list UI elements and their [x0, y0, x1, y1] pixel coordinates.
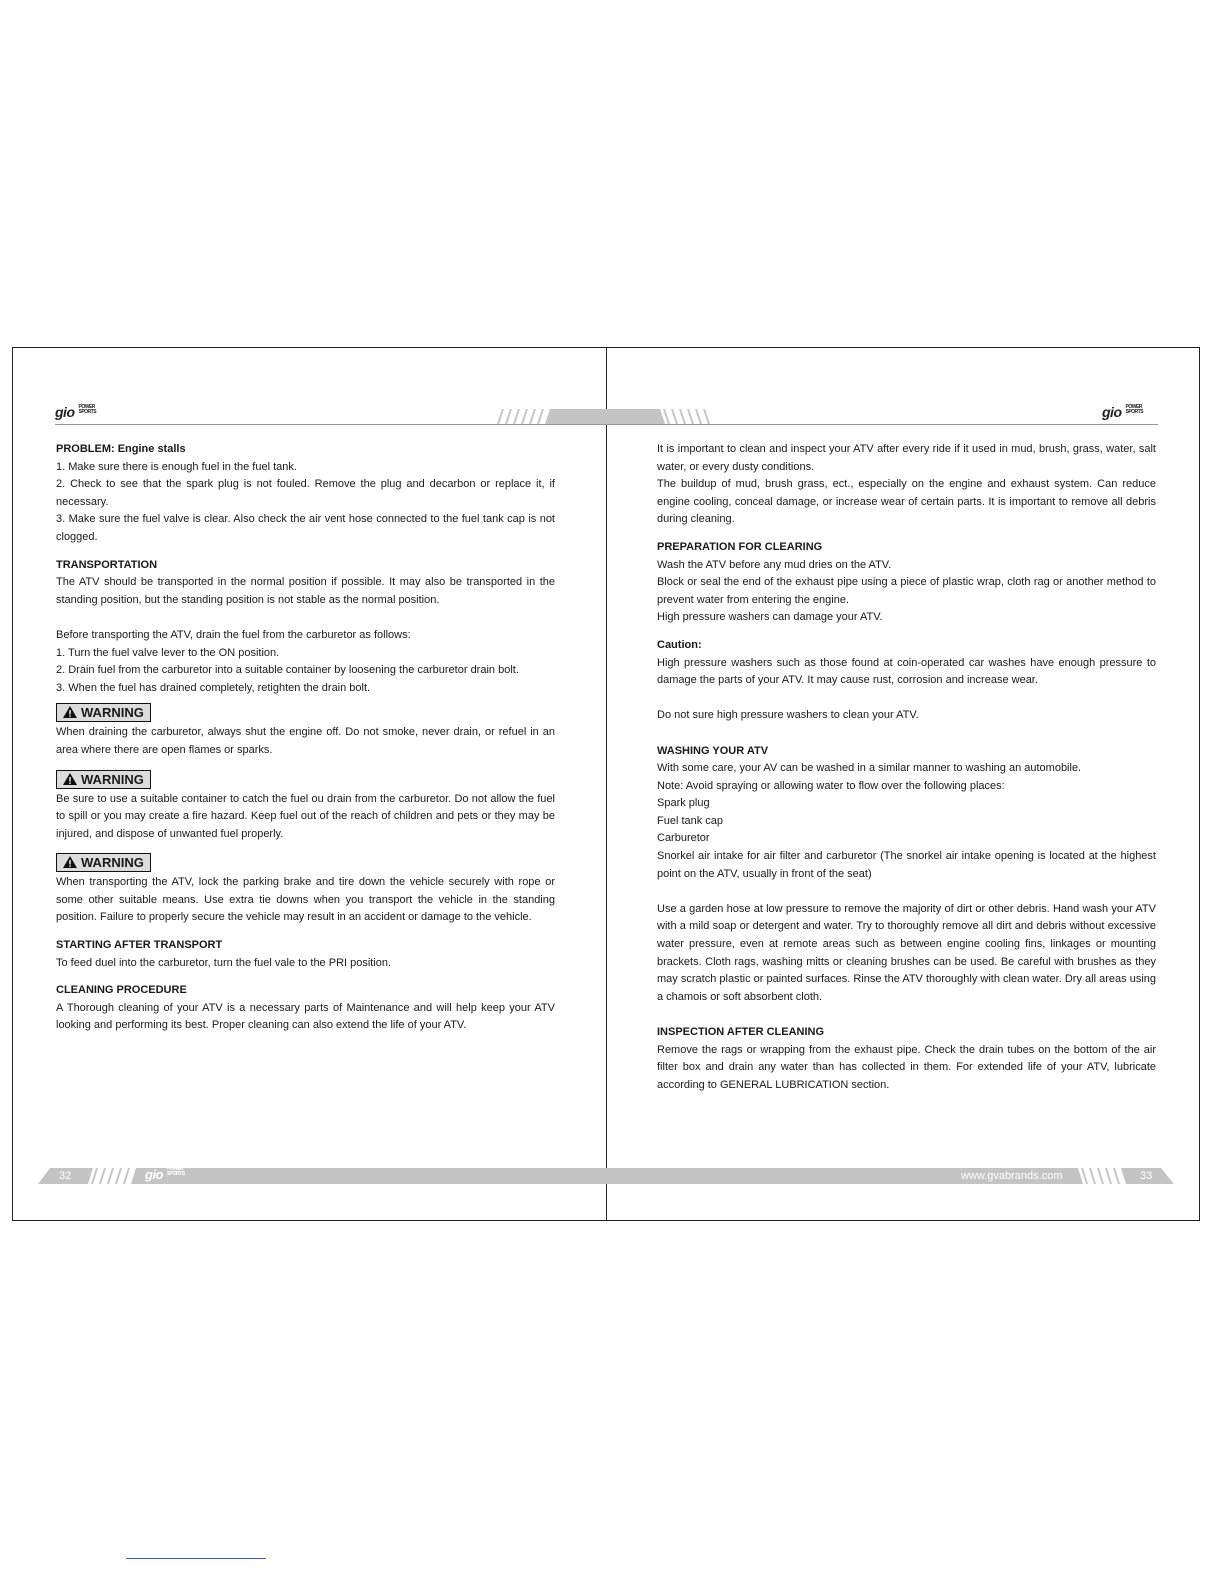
prep-item: High pressure washers can damage your ATV.: [657, 611, 883, 624]
warning-text-2: Be sure to use a suitable container to catch the fuel ou drain from the carburetor. Do not allow the fuel to spill or you may create a fire hazard. Keep fuel out of the reach of children and pets or they may be injured, and dispose of unwanted fuel properly.: [56, 792, 555, 840]
left-page-content: [56, 441, 555, 1035]
warning-badge: WARNING: [56, 853, 151, 872]
footer-logo: gio POWER SPORTS: [145, 1167, 189, 1182]
warning-badge: WARNING: [56, 703, 151, 722]
page-number-right: 33: [1140, 1170, 1153, 1182]
washing-heading: WASHING YOUR ATV: [657, 744, 769, 757]
washing-item: With some care, your AV can be washed in a similar manner to washing an automobile.: [657, 762, 1082, 775]
starting-heading: STARTING AFTER TRANSPORT: [56, 939, 223, 952]
header-stripe-band: [495, 409, 715, 424]
warning-text-3: When transporting the ATV, lock the parking brake and tire down the vehicle securely with rope or some other suitable means. Use extra tie downs when you transport the vehicle in the standing position. Failure to properly secure the vehicle may result in an accident or damage to the vehicle.: [56, 876, 555, 924]
prep-heading: PREPARATION FOR CLEARING: [657, 540, 823, 553]
warning-triangle-icon: [62, 772, 78, 786]
caution-heading: Caution:: [657, 638, 702, 651]
header-logo-left: gio POWER SPORTS: [55, 404, 101, 420]
warning-triangle-icon: [62, 855, 78, 869]
blue-underline: [126, 1558, 266, 1559]
transport-text: The ATV should be transported in the normal position if possible. It may also be transported in the standing position, but the standing position is not stable as the normal position.: [56, 576, 555, 606]
cleaning-text: A Thorough cleaning of your ATV is a necessary parts of Maintenance and will help keep your ATV looking and performing its best. Proper cleaning can also extend the life of your ATV.: [56, 1001, 555, 1032]
inspection-text: Remove the rags or wrapping from the exhaust pipe. Check the drain tubes on the bottom of the air filter box and drain any water than has collected in them. For extended life of your ATV, lubricate according to GENERAL LUBRICATION section.: [657, 1043, 1156, 1091]
problem-heading: PROBLEM: Engine stalls: [56, 443, 186, 455]
intro-text-2: The buildup of mud, brush grass, ect., especially on the engine and exhaust system. Can reduce engine cooling, conceal damage, or increase wear of certain parts. It is important to remove all debris during cleaning.: [657, 478, 1156, 526]
drain-item: 3. When the fuel has drained completely, retighten the drain bolt.: [56, 681, 371, 694]
warning-badge: WARNING: [56, 770, 151, 789]
header-logo-right: gio POWER SPORTS: [1102, 404, 1148, 420]
warning-triangle-icon: [62, 705, 78, 719]
prep-item: Wash the ATV before any mud dries on the ATV.: [657, 558, 892, 571]
problem-item: 2. Check to see that the spark plug is not fouled. Remove the plug and decarbon or replace it, if necessary.: [56, 478, 555, 508]
logo-tagline: POWER SPORTS: [78, 404, 97, 415]
washing-item: Note: Avoid spraying or allowing water to flow over the following places:: [657, 779, 1005, 792]
starting-text: To feed duel into the carburetor, turn the fuel vale to the PRI position.: [56, 956, 392, 969]
problem-item: 1. Make sure there is enough fuel in the fuel tank.: [56, 460, 297, 473]
page-number-left: 32: [59, 1170, 72, 1182]
drain-item: 1. Turn the fuel valve lever to the ON position.: [56, 646, 280, 659]
prep-item: Block or seal the end of the exhaust pipe using a piece of plastic wrap, cloth rag or another method to prevent water from entering the engine.: [657, 576, 1156, 606]
washing-item: Fuel tank cap: [657, 814, 724, 827]
logo-tagline: POWER SPORTS: [1125, 404, 1144, 415]
intro-text-1: It is important to clean and inspect your ATV after every ride if it used in mud, brush, grass, water, salt water, or every dusty conditions.: [657, 443, 1156, 473]
washing-item: Carburetor: [657, 832, 710, 845]
footer-website[interactable]: www.gvabrands.com: [961, 1170, 1063, 1182]
warning-text-1: When draining the carburetor, always shut the engine off. Do not smoke, never drain, or refuel in an area where there are open flames or sparks.: [56, 726, 555, 756]
problem-item: 3. Make sure the fuel valve is clear. Also check the air vent hose connected to the fuel tank cap is not clogged.: [56, 513, 555, 543]
caution-text: High pressure washers such as those found at coin-operated car washes have enough pressure to damage the parts of your ATV. It may cause rust, corrosion and increase wear.: [657, 656, 1156, 687]
washing-item: Spark plug: [657, 797, 710, 810]
right-page-content: [657, 441, 1156, 1094]
transport-heading: TRANSPORTATION: [56, 558, 158, 571]
header-rule: [55, 424, 1158, 425]
drain-intro: Before transporting the ATV, drain the fuel from the carburetor as follows:: [56, 628, 411, 641]
drain-item: 2. Drain fuel from the carburetor into a suitable container by loosening the carburetor drain bolt.: [56, 664, 519, 677]
washing-item: Snorkel air intake for air filter and carburetor (The snorkel air intake opening is located at the highest point on the ATV, usually in front of the seat): [657, 850, 1156, 880]
washing-text: Use a garden hose at low pressure to remove the majority of dirt or other debris. Hand wash your ATV with a mild soap or detergent and water. Try to thoroughly remove all dirt and debris without excessive water pressure, even at remote areas such as between engine cooling fins, linkages or mounting brackets. Cloth rags, washing mitts or cleaning brushes can be used. Be careful with brushes as they may scratch plastic or painted surfaces. Rinse the ATV thoroughly with clean water. Dry all areas using a chamois or soft absorbent cloth.: [657, 902, 1156, 1003]
cleaning-heading: CLEANING PROCEDURE: [56, 984, 187, 997]
page-fold: [606, 347, 607, 1221]
inspection-heading: INSPECTION AFTER CLEANING: [657, 1026, 825, 1038]
logo-tagline: POWER SPORTS: [167, 1166, 185, 1177]
caution-note: Do not sure high pressure washers to clean your ATV.: [657, 709, 919, 722]
